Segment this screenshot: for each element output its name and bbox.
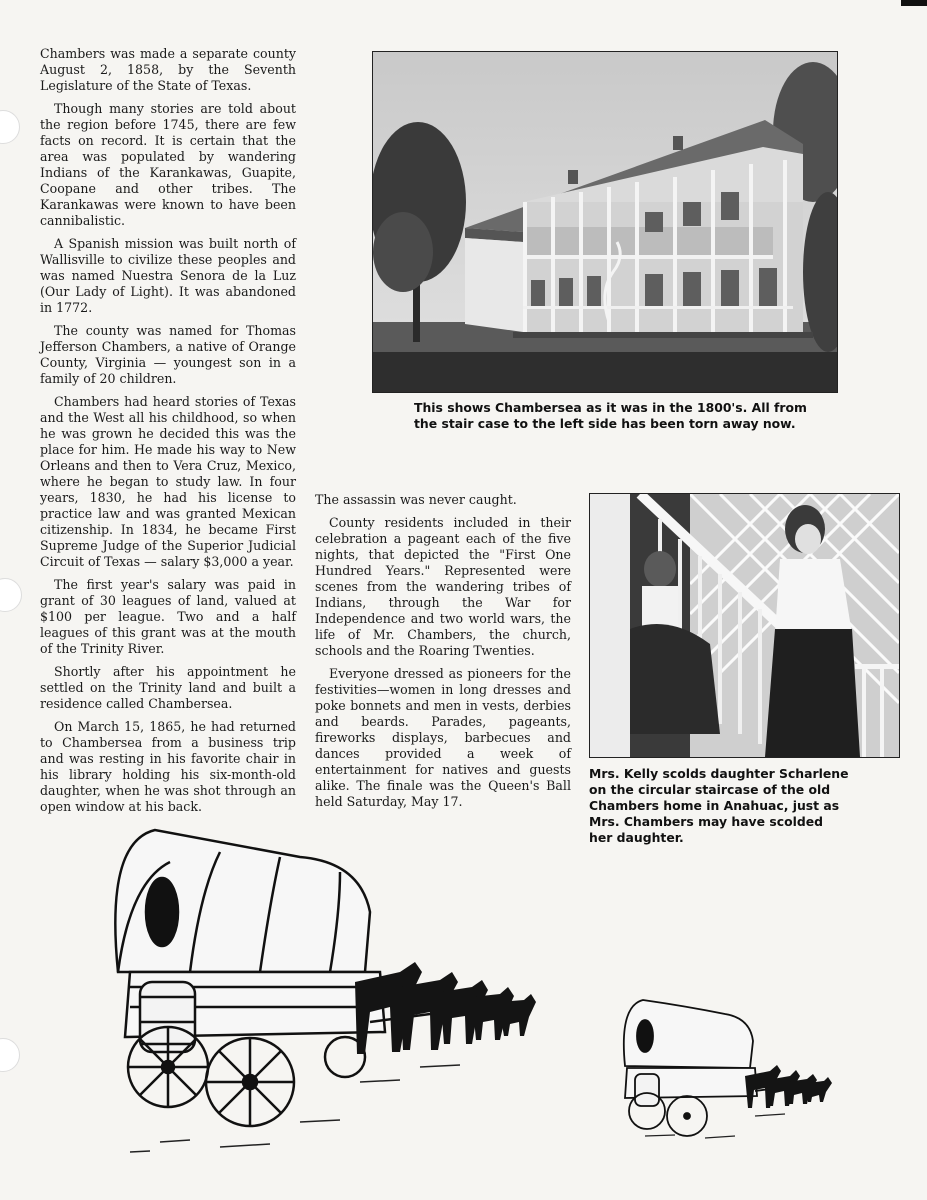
paragraph: The county was named for Thomas Jefferson Chambers, a native of Orange County, Virginia — youngest son in a family of 20 children. <box>40 323 296 386</box>
binder-hole-bottom <box>0 1038 20 1072</box>
paragraph: A Spanish mission was built north of Wallisville to civilize these peoples and was named Nuestra Senora de la Luz (Our Lady of Light). It was abandoned in 1772. <box>40 236 296 315</box>
small-covered-wagon-illustration <box>615 996 840 1146</box>
house-photo-caption: This shows Chambersea as it was in the 1800's. All from the stair case to the left side has been torn away now. <box>414 400 807 431</box>
paragraph: On March 15, 1865, he had returned to Chambersea from a business trip and was resting in his favorite chair in his library holding his six-month-old daughter, when he was shot through an open window at his back. <box>40 719 296 814</box>
covered-wagon-illustration <box>100 822 560 1172</box>
paragraph: The first year's salary was paid in grant of 30 leagues of land, valued at $100 per league. Two and a half leagues of this grant was at the mouth of the Trinity River. <box>40 577 296 656</box>
staircase-photo-caption: Mrs. Kelly scolds daughter Scharlene on the circular staircase of the old Chambers home in Anahuac, just as Mrs. Chambers may have scolded her daughter. <box>589 766 849 845</box>
article-middle-column <box>315 492 571 817</box>
binder-hole-middle <box>0 578 22 612</box>
paragraph: Chambers had heard stories of Texas and the West all his childhood, so when he was grown he decided this was the place for him. He made his way to New Orleans and then to Vera Cruz, Mexico, where he began to study law. In four years, 1830, he had his license to practice law and was granted Mexican citizenship. In 1834, he became First Supreme Judge of the Superior Judicial Circuit of Texas — salary $3,000 a year. <box>40 394 296 569</box>
chambersea-house-photo <box>372 51 838 393</box>
article-left-column <box>40 46 296 822</box>
binder-hole-top <box>0 110 20 144</box>
paragraph: Though many stories are told about the region before 1745, there are few facts on record. It is certain that the area was populated by wandering Indians of the Karankawas, Guapite, Coopane and other tribes. The Karankawas were known to have been cannibalistic. <box>40 101 296 228</box>
paragraph: Shortly after his appointment he settled on the Trinity land and built a residence called Chambersea. <box>40 664 296 711</box>
paragraph: Chambers was made a separate county August 2, 1858, by the Seventh Legislature of the State of Texas. <box>40 46 296 93</box>
paragraph: County residents included in their celebration a pageant each of the five nights, that depicted the "First One Hundred Years." Represented were scenes from the wandering tribes of Indians, through the War for Independence and two world wars, the life of Mr. Chambers, the church, schools and the Roaring Twenties. <box>315 515 571 658</box>
scan-edge-mark <box>901 0 927 6</box>
paragraph: The assassin was never caught. <box>315 492 517 507</box>
paragraph: Everyone dressed as pioneers for the festivities—women in long dresses and poke bonnets and men in vests, derbies and beards. Parades, pageants, fireworks displays, barbecues and dances provided a week of entertainment for natives and guests alike. The finale was the Queen's Ball held Saturday, May 17. <box>315 666 571 809</box>
staircase-photo <box>589 493 900 758</box>
